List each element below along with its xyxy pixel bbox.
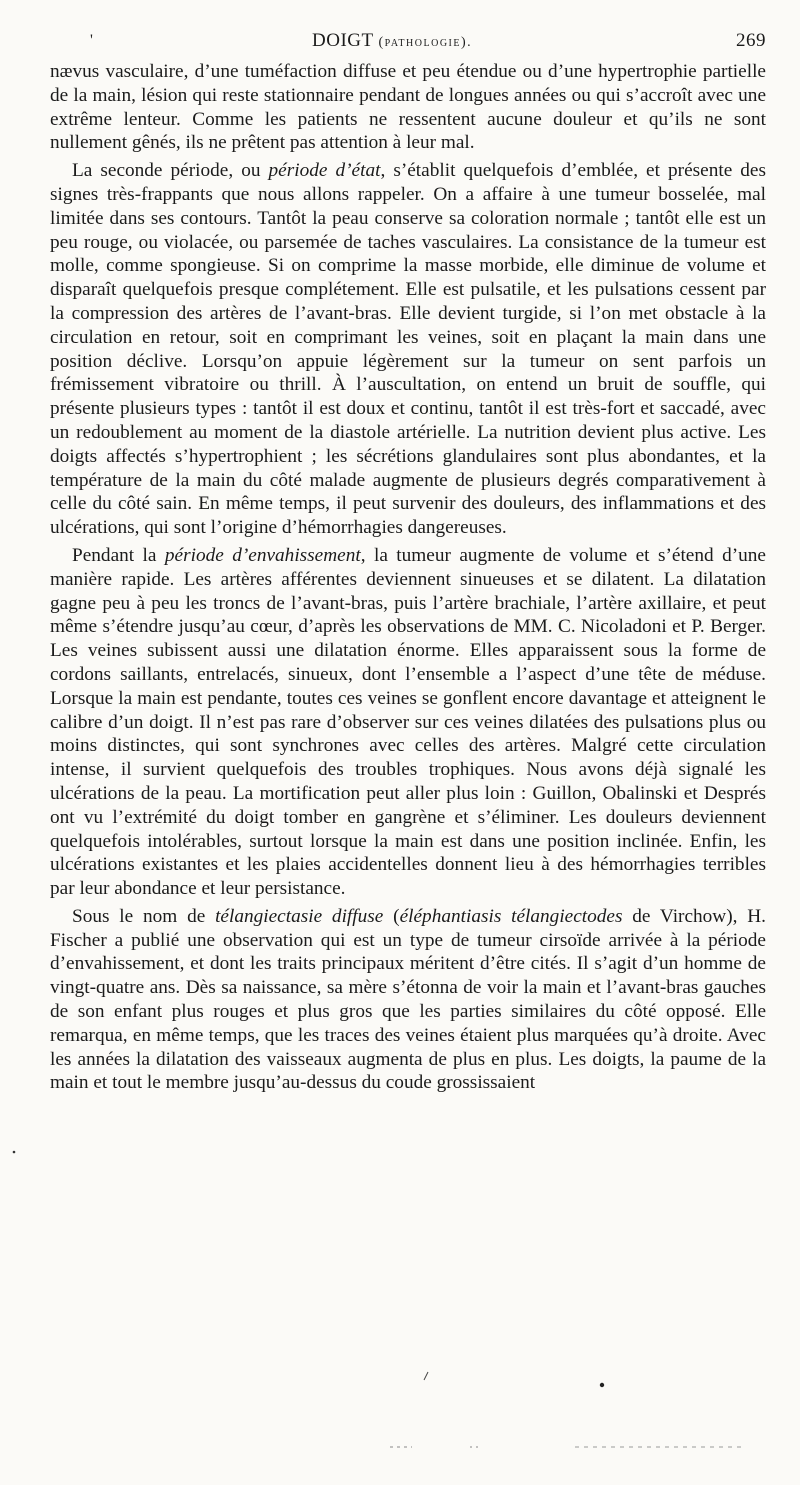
running-header (50, 30, 766, 60)
running-title (312, 30, 472, 52)
scan-speck (424, 1372, 428, 1380)
margin-mark: ' (90, 32, 94, 49)
running-title-main: DOIGT (312, 30, 374, 51)
text-run: , la tumeur augmente de volume et s’étend d’une manière rapide. Les artères afférentes deviennent sinueuses et se dilatent. La dilatation gagne peu à peu les troncs de l’avant-bras, puis l’artère brachiale, l’artère axillaire, et peut même s’étendre jusqu’au cœur, d’après les observations de MM. C. Nicoladoni et P. Berger. Les veines subissent aussi une dilatation énorme. Elles apparaissent sous la forme de cordons saillants, entrelacés, sinueux, dont l’ensemble a l’aspect d’une tête de méduse. Lorsque la main est pendante, toutes ces veines se gonflent encore davantage et atteignent le calibre d’un doigt. Il n’est pas rare d’observer sur ces veines dilatées des pulsations plus ou moins distinctes, qui sont synchrones avec celles des artères. Malgré cette circulation intense, il survient quelquefois des troubles trophiques. Nous avons déjà signalé les ulcérations de la peau. La mortification peut aller plus loin : Guillon, Obalinski et Després ont vu l’extrémité du doigt tomber en gangrène et s’éliminer. Les douleurs deviennent quelquefois intolérables, surtout lorsque la main est dans une position inclinée. Enfin, les ulcérations existantes et les plaies accidentelles donnent lieu à des hémorrhagies terribles par leur abondance et leur persistance. (50, 544, 766, 900)
italic-term: période d’état (268, 160, 381, 182)
paragraph (50, 905, 766, 1095)
text-run: La seconde période, ou (72, 160, 269, 182)
text-run: ( (383, 905, 400, 927)
text-run: , s’établit quelquefois d’emblée, et présente des signes très-frappants que nous allons rappeler. On a affaire à une tumeur bosselée, mal limitée dans ses contours. Tantôt la peau conserve sa coloration normale ; tantôt elle est un peu rouge, ou violacée, ou parsemée de taches vasculaires. La consistance de la tumeur est molle, comme spongieuse. Si on comprime la masse morbide, elle diminue de volume et disparaît quelquefois presque complétement. Elle est pulsatile, et les pulsations cessent par la compression des artères de l’avant-bras. Elle devient turgide, si l’on met obstacle à la circulation en retour, soit en comprimant les veines, soit en plaçant la main dans une position déclive. Lorsqu’on appuie légèrement sur la tumeur on sent parfois un frémissement vibratoire ou thrill. À l’auscultation, on entend un bruit de souffle, qui présente plusieurs types : tantôt il est doux et continu, tantôt il est très-fort et saccadé, avec un redoublement au moment de la diastole artérielle. La nutrition devient plus active. Les doigts affectés s’hypertrophient ; les sécrétions glandulaires sont plus abondantes, et la température de la main du côté malade augmente de plusieurs degrés comparativement à celle du côté sain. En même temps, il peut survenir des douleurs, des inflammations et des ulcérations, qui sont l’origine d’hémorrhagies dangereuses. (50, 160, 766, 539)
text-run: Sous le nom de (72, 905, 216, 927)
paragraph (50, 159, 766, 540)
scan-speck (13, 1151, 16, 1154)
italic-term: éléphantiasis télangiectodes (399, 905, 623, 927)
page-number: 269 (736, 30, 766, 51)
text-run: de Virchow), H. Fischer a publié une observation qui est un type de tumeur cirsoïde arrivée à la période d’envahissement, et dont les traits principaux méritent d’être cités. Il s’agit d’un homme de vingt-quatre ans. Dès sa naissance, sa mère s’étonna de voir la main et l’avant-bras gauches de son enfant plus rouges et plus gros que les parties similaires du côté opposé. Elle remarqua, en même temps, que les traces des veines étaient plus marquées qu’à droite. Avec les années la dilatation des vaisseaux augmenta de plus en plus. Les doigts, la paume de la main et tout le membre jusqu’au-dessus du coude grossissaient (50, 905, 767, 1094)
running-title-subtitle: (pathologie). (378, 35, 473, 50)
italic-term: période d’envahissement (164, 544, 361, 566)
text-run: nævus vasculaire, d’une tuméfaction diffuse et peu étendue ou d’une hypertrophie partielle de la main, lésion qui reste stationnaire pendant de longues années ou qui s’accroît avec une extrême lenteur. Comme les patients ne ressentent aucune douleur et qu’ils ne sont nullement gênés, ils ne prêtent pas attention à leur mal. (50, 61, 766, 154)
paragraph (50, 544, 766, 901)
scan-speck (600, 1383, 604, 1387)
paragraph (50, 60, 766, 155)
text-run: Pendant la (72, 544, 165, 566)
italic-term: télangiectasie diffuse (215, 905, 384, 927)
body-text (50, 60, 766, 1095)
